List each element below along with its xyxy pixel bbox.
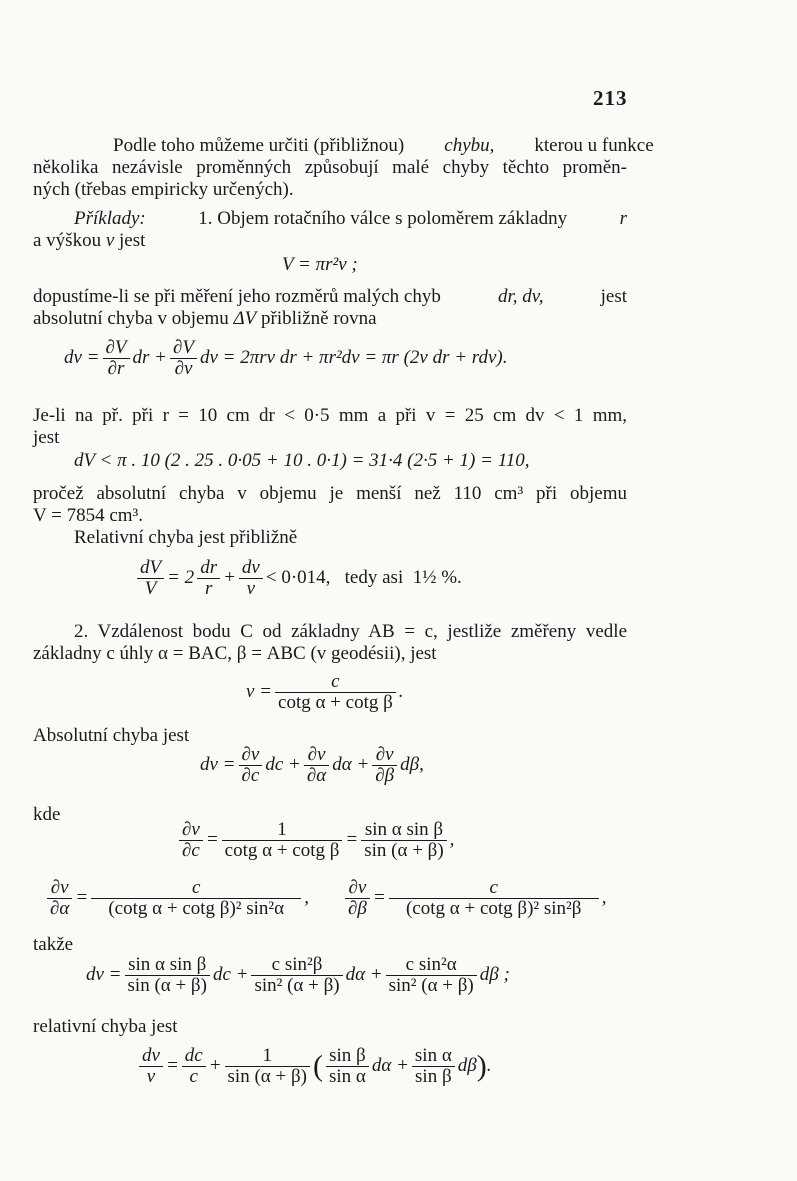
- frac-dv-v: $\frac{dv}{v}$: [239, 558, 263, 599]
- relative-error-label: relativní chyba jest: [33, 1016, 178, 1037]
- p1-emph-chybu: chybu,: [444, 135, 495, 156]
- example-2-line-1: 2. Vzdálenost bodu C od základny AB = c, jestliže změřeny vedle: [74, 621, 627, 642]
- formula-relative-error: $\frac{dV}{V}$ = 2 $\frac{dr}{r}$ + $\frac{dv}{v}$ < 0·014, tedy asi 1½ %.: [134, 558, 462, 599]
- paragraph-3-line-1: Je-li na př. při r = 10 cm dr < 0·5 mm a při v = 25 cm dv < 1 mm,: [33, 405, 627, 426]
- absolute-error-label: Absolutní chyba jest: [33, 725, 190, 746]
- p2-text-c: přibližně rovna: [261, 308, 377, 329]
- formula-volume: V = πr²v ;: [282, 254, 358, 275]
- rel-tail: < 0·014,: [265, 566, 331, 588]
- frac-dr-r: $\frac{dr}{r}$: [197, 558, 220, 599]
- example-1-line-1: [74, 208, 627, 230]
- priklady-label: Příklady:: [74, 208, 146, 229]
- symbol-r: r: [619, 208, 627, 229]
- p2-text-b: absolutní chyba v objemu: [33, 308, 229, 329]
- formula-dv-dalpha: $\frac{\partial v}{\partial\alpha}$ = $\frac{c}{\text{(cotg α + cotg β)² sin²α}}$ ,: [44, 878, 309, 919]
- p1-text-a: Podle toho můžeme určiti (přibližnou): [113, 135, 405, 156]
- symbol-v: v: [105, 230, 115, 251]
- kde-label: kde: [33, 804, 61, 825]
- frac-c-over-cotg: $\frac{c}{\text{cotg α + cotg β}}$: [275, 672, 396, 713]
- formula-dv-dbeta: $\frac{\partial v}{\partial\beta}$ = $\frac{c}{\text{(cotg α + cotg β)² sin²β}}$ ,: [342, 878, 606, 919]
- frac-dV-dr: $\frac{\partial V}{\partial r}$: [103, 338, 130, 379]
- formula-dv-dc: $\frac{\partial v}{\partial c}$ = $\frac{1}{\text{cotg α + cotg β}}$ = $\frac{\text{sin α sin β}}{\sin (\alpha + \beta)}$ ,: [176, 820, 454, 861]
- takze-label: takže: [33, 934, 74, 955]
- p2-jest: jest: [600, 286, 627, 307]
- p1-text-c: kterou u funkce: [534, 135, 654, 156]
- paragraph-4-line-2: V = 7854 cm³.: [33, 505, 144, 526]
- p2-dr-dv: dr, dv,: [497, 286, 544, 307]
- paragraph-2-line-2: [33, 308, 377, 330]
- paragraph-4-line-1: pročež absolutní chyba v objemu je menší než 110 cm³ při objemu: [33, 483, 627, 504]
- formula-total-differential: dv = $\frac{\partial V}{\partial r}$ dr + $\frac{\partial V}{\partial v}$ dv = 2πrv dr + πr²dv = πr (2v dr + rdv).: [64, 337, 508, 379]
- tedy-asi: tedy asi: [344, 566, 404, 588]
- paragraph-1-line-1: [33, 135, 654, 157]
- formula-distance-v: v = $\frac{c}{\text{cotg α + cotg β}}$ .: [246, 671, 404, 713]
- formula-relative-final: $\frac{dv}{v}$ = $\frac{dc}{c}$ + $\frac{1}{\sin (\alpha + \beta)}$ ( $\frac{\text{sin β}}{\text{sin α}}$ dα + $\frac{\text{sin α}}{\text{sin β}}$ dβ).: [136, 1046, 492, 1087]
- paragraph-2-line-1: [33, 286, 627, 308]
- example-1-line-2: [33, 230, 145, 252]
- example-2-line-2: základny c úhly α = BAC, β = ABC (v geodésii), jest: [33, 643, 437, 664]
- formula-dv-final: dv = $\frac{\text{sin α sin β}}{\sin (\alpha + \beta)}$ dc + $\frac{\text{c sin²β}}{\text{sin² (α + β)}}$ dα + $\frac{\text{c sin²α}}{\text{sin² (α + β)}}$ dβ ;: [86, 954, 510, 996]
- paragraph-5: Relativní chyba jest přibližně: [74, 527, 298, 548]
- formula-dv-partials: dv = $\frac{\partial v}{\partial c}$ dc + $\frac{\partial v}{\partial\alpha}$ dα + $\frac{\partial v}{\partial\beta}$ dβ,: [200, 744, 424, 786]
- page-number: 213: [593, 86, 628, 110]
- text-jest: jest: [119, 230, 146, 251]
- p2-text-a: dopustíme-li se při měření jeho rozměrů malých chyb: [33, 286, 441, 307]
- formula-dV-estimate: dV < π . 10 (2 . 25 . 0·05 + 10 . 0·1) = 31·4 (2·5 + 1) = 110,: [74, 450, 530, 471]
- example-1-text: 1. Objem rotačního válce s poloměrem základny: [198, 208, 568, 229]
- paragraph-1-line-2: několika nezávisle proměnných způsobují malé chyby těchto proměn-: [33, 157, 627, 178]
- percent-value: 1½ %.: [412, 566, 462, 588]
- text-a-vyskou: a výškou: [33, 230, 102, 251]
- frac-dV-dv: $\frac{\partial V}{\partial v}$: [170, 338, 197, 379]
- paragraph-3-line-2: jest: [33, 427, 60, 448]
- frac-dV-V: $\frac{dV}{V}$: [137, 558, 164, 599]
- p2-delta-v: ΔV: [233, 308, 257, 329]
- formula-dv-expansion: = 2πrv dr + πr²dv = πr (2v dr + rdv).: [222, 346, 508, 368]
- paragraph-1-line-3: ných (třebas empiricky určených).: [33, 179, 294, 200]
